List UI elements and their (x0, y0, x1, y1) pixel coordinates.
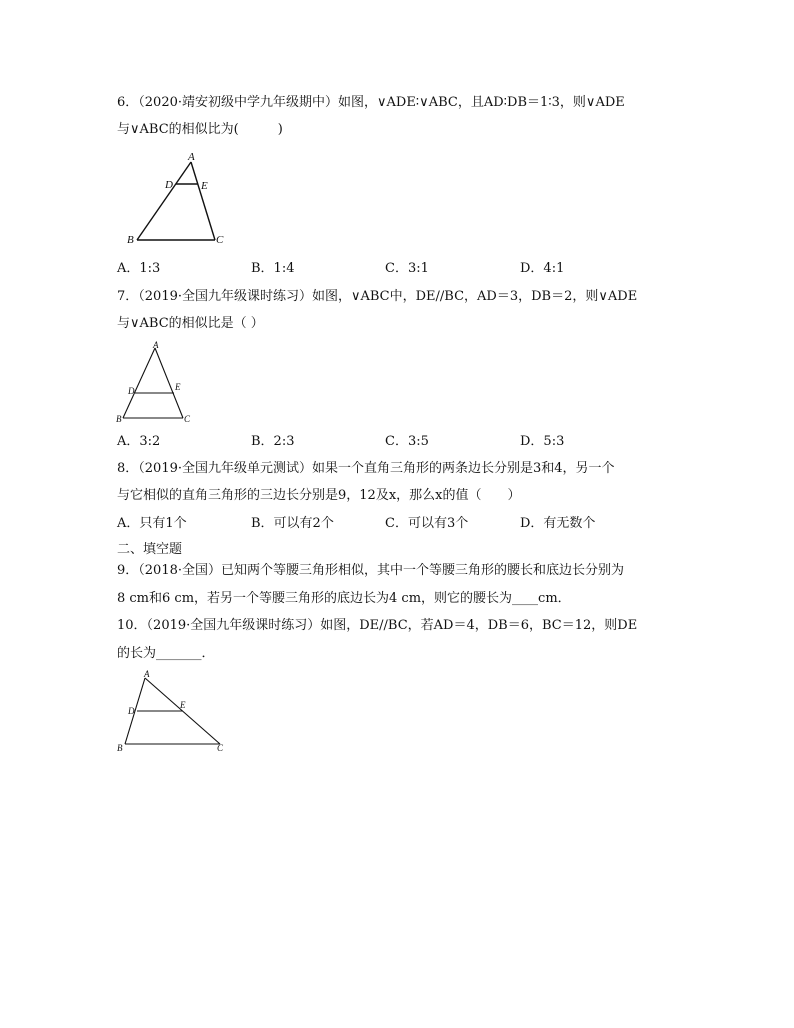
q10-label-C: C (217, 743, 224, 753)
q6-label-B: B (127, 234, 134, 246)
q7-label-D: D (128, 386, 135, 396)
q8-option-d: D．有无数个 (520, 516, 596, 531)
q10-label-B: B (117, 743, 123, 753)
q7-line2: 与∨ABC的相似比是（ ） (117, 316, 264, 331)
q6-line2: 与∨ABC的相似比为( ) (117, 122, 283, 137)
q7-figure (115, 340, 195, 426)
q7-label-E: E (175, 382, 181, 392)
q7-option-b: B．2:3 (251, 434, 295, 449)
q8-option-b: B．可以有2个 (251, 516, 334, 531)
q7-option-d: D．5:3 (520, 434, 565, 449)
q6-option-a: A．1:3 (117, 261, 161, 276)
q7-label-B: B (116, 414, 122, 424)
q10-figure (115, 668, 230, 754)
q7-label-C: C (184, 414, 191, 424)
q10-label-A: A (144, 669, 150, 679)
q7-option-a: A．3:2 (117, 434, 161, 449)
q8-line2: 与它相似的直角三角形的三边长分别是9，12及x，那么x的值（ ） (117, 488, 521, 503)
q10-label-D: D (128, 706, 135, 716)
q9-line2: 8 cm和6 cm，若另一个等腰三角形的底边长为4 cm，则它的腰长为____cm． (117, 591, 571, 606)
q8-option-a: A．只有1个 (117, 516, 187, 531)
q7-line1: 7．（2019·全国九年级课时练习）如图，∨ABC中，DE//BC，AD＝3，DB＝2，则∨ADE (117, 289, 638, 304)
q6-option-d: D．4:1 (520, 261, 565, 276)
q7-label-A: A (153, 340, 159, 350)
q6-label-D: D (165, 179, 173, 191)
q8-line1: 8．（2019·全国九年级单元测试）如果一个直角三角形的两条边长分别是3和4，另一个 (117, 461, 615, 476)
q6-figure (125, 150, 235, 250)
q6-option-c: C．3:1 (385, 261, 429, 276)
section-title: 二、填空题 (117, 542, 183, 557)
q8-option-c: C．可以有3个 (385, 516, 469, 531)
q9-line1: 9．（2018·全国）已知两个等腰三角形相似，其中一个等腰三角形的腰长和底边长分别为 (117, 563, 624, 578)
q10-label-E: E (180, 700, 186, 710)
q6-label-E: E (201, 180, 208, 192)
q10-line2: 的长为_______． (117, 646, 215, 661)
q7-option-c: C．3:5 (385, 434, 429, 449)
q6-label-C: C (216, 234, 224, 246)
q6-label-A: A (188, 151, 195, 163)
q10-line1: 10．（2019·全国九年级课时练习）如图，DE//BC，若AD＝4，DB＝6，BC＝12，则DE (117, 618, 638, 633)
q6-line1: 6．（2020·靖安初级中学九年级期中）如图，∨ADE∶∨ABC，且AD∶DB＝1∶3，则∨ADE (117, 95, 625, 110)
q6-option-b: B．1:4 (251, 261, 295, 276)
